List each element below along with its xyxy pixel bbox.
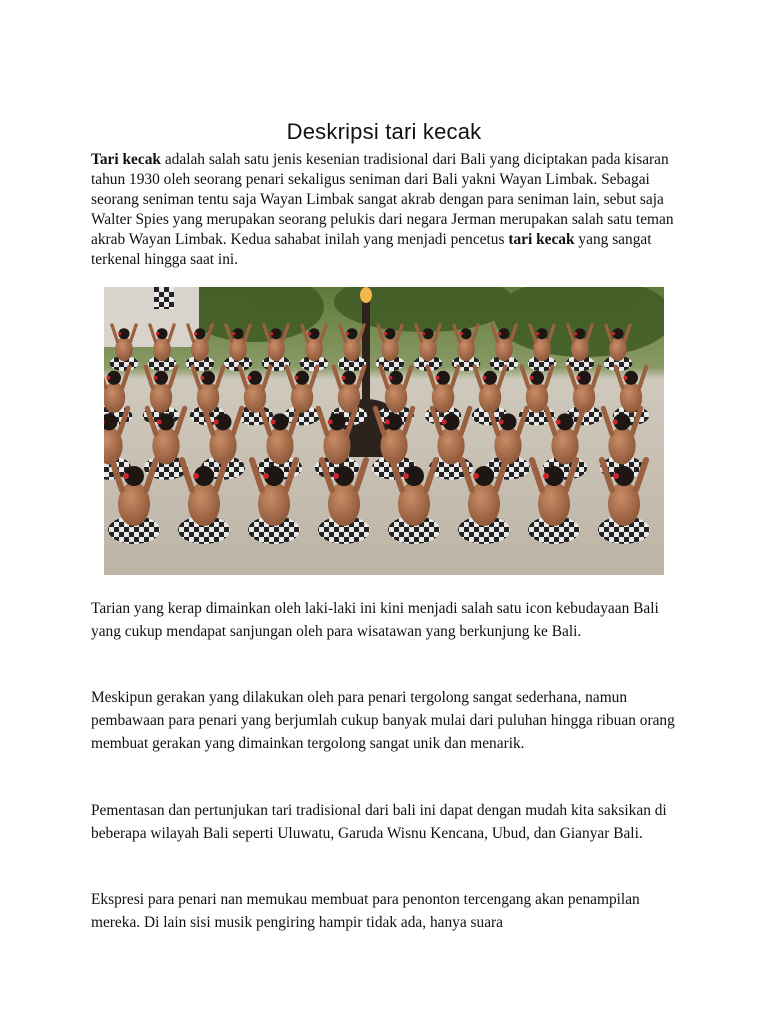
term-tari-kecak-2: tari kecak [508, 231, 575, 248]
intro-text-2: yang sangat terkenal hingga saat ini. [91, 231, 652, 268]
paragraph-2: Meskipun gerakan yang dilakukan oleh para penari tergolong sangat sederhana, namun pembawaan para penari yang berjumlah cukup banyak mulai dari puluhan hingga ribuan orang membuat gerakan yang dimainkan tergolong sangat unik dan menarik. [91, 689, 675, 752]
paragraph-1: Tarian yang kerap dimainkan oleh laki-laki ini kini menjadi salah satu icon kebudayaan Bali yang cukup mendapat sanjungan oleh para wisatawan yang berkunjung ke Bali. [91, 600, 659, 640]
kecak-dance-photo [104, 287, 664, 575]
paragraph-4: Ekspresi para penari nan memukau membuat para penonton tercengang akan penampilan mereka. Di lain sisi musik pengiring hampir tidak ada, hanya suara [91, 891, 640, 931]
intro-paragraph [91, 150, 691, 270]
term-tari-kecak: Tari kecak [91, 151, 161, 168]
page-title: Deskripsi tari kecak [286, 118, 482, 144]
intro-text-1: adalah salah satu jenis kesenian tradisional dari Bali yang diciptakan pada kisaran tahun 1930 oleh seorang penari sekaligus seniman dari Bali yakni Wayan Limbak. Sebagai seorang seniman tentu saja Wayan Limbak sangat akrab dengan para seniman lain, sebut saja Walter Spies yang merupakan seorang pelukis dari negara Jerman merupakan salah satu teman akrab Wayan Limbak. Kedua sahabat inilah yang menjadi pencetus [91, 151, 674, 248]
paragraph-3: Pementasan dan pertunjukan tari tradisional dari bali ini dapat dengan mudah kita saksikan di beberapa wilayah Bali seperti Uluwatu, Garuda Wisnu Kencana, Ubud, dan Gianyar Bali. [91, 802, 667, 842]
